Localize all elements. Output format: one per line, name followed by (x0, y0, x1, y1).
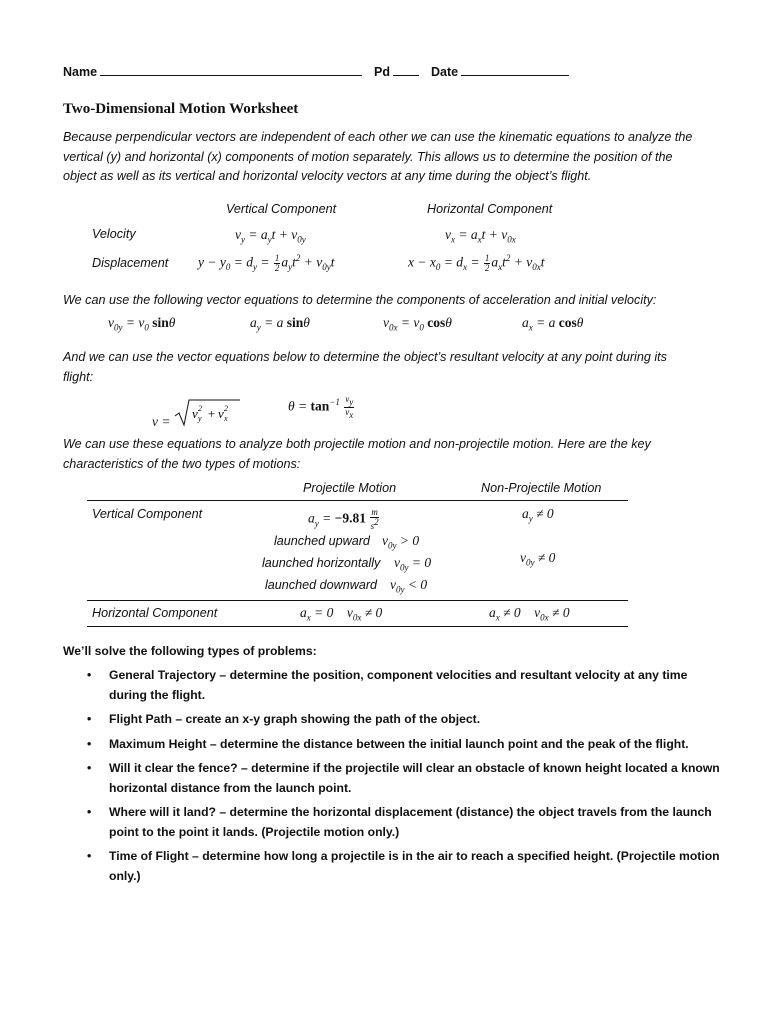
bullet-icon: • (87, 761, 92, 775)
launched-upward-label: launched upward (274, 534, 370, 548)
name-label: Name (63, 65, 98, 79)
period-label: Pd (374, 65, 390, 79)
list-item (87, 759, 727, 798)
displacement-row-label: Displacement (92, 256, 169, 270)
vertical-acceleration-equation: $a_y = a$ sinθ (250, 315, 310, 333)
horizontal-velocity-equation: $v_x = a_xt + v_{0x}$ (445, 227, 516, 245)
components-line: We can use the following vector equations to determine the components of acceleration and initial velocity: (63, 293, 657, 307)
square-root-symbol (174, 398, 240, 428)
list-item-line: Maximum Height – determine the distance between the initial launch point and the peak of the flight. (109, 736, 689, 751)
table-horizontal-component-label: Horizontal Component (92, 606, 218, 620)
initial-horizontal-velocity-equation: $v_{0x} = v_0$ cosθ (383, 315, 452, 333)
page-title: Two-Dimensional Motion Worksheet (63, 101, 299, 117)
date-label: Date (431, 65, 459, 79)
launched-horizontally-label: launched horizontally (262, 556, 381, 570)
horizontal-component-heading: Horizontal Component (427, 202, 553, 216)
projectile-horizontal-conditions: $a_x = 0$ $v_{0x} \ne 0$ (300, 605, 383, 623)
gravity-value: −9.81 (334, 510, 366, 526)
initial-vertical-velocity-equation: $v_{0y} = v_0$ sinθ (108, 315, 176, 333)
list-item (87, 666, 727, 705)
list-item (87, 710, 727, 730)
svg-text:x: x (223, 414, 228, 423)
vertical-displacement-equation: $y - y_0 = d_y$ = $\frac{1}{2}$ $a_yt^2 + v_{0y}t$ (198, 252, 335, 273)
resultant-line: And we can use the vector equations below to determine the object’s resultant velocity at any point during its (63, 350, 667, 364)
motion-types-line: We can use these equations to analyze both projectile motion and non-projectile motion. Here are the key (63, 437, 651, 451)
velocity-row-label: Velocity (92, 227, 136, 241)
problems-intro: We’ll solve the following types of problems: (63, 644, 317, 658)
resultant-angle-equation: $\theta = \tan^{-1}$ $\frac{v_y}{v_x}$ (288, 394, 354, 420)
list-item-line: General Trajectory – determine the position, component velocities and resultant velocity at any time (109, 668, 688, 682)
table-vertical-component-label: Vertical Component (92, 507, 203, 521)
list-item-line: Flight Path – create an x-y graph showing the path of the object. (109, 712, 481, 726)
non-projectile-motion-heading: Non-Projectile Motion (481, 481, 602, 495)
list-item-line: Will it clear the fence? – determine if the projectile will clear an obstacle of known height located a known (109, 761, 720, 775)
period-field (374, 64, 419, 79)
list-item-line: Where will it land? – determine the horizontal displacement (distance) the object travels from the launch (109, 805, 712, 819)
vertical-velocity-equation: $v_y = a_yt + v_{0y}$ (235, 227, 306, 245)
horizontal-displacement-equation: $x - x_0 = d_x$ = $\frac{1}{2}$ $a_xt^2 + v_{0x}t$ (408, 252, 545, 273)
date-field (431, 64, 569, 79)
projectile-motion-heading: Projectile Motion (303, 481, 397, 495)
bullet-icon: • (87, 736, 92, 751)
intro-line: object as well as its vertical and horizontal velocity vectors at any time during the object’s flight. (63, 169, 592, 183)
problem-types-list (87, 666, 727, 891)
resultant-paragraph (63, 348, 713, 387)
list-item-line: point to the point it lands. (Projectile motion only.) (109, 824, 400, 839)
intro-line: vertical (y) and horizontal (x) components of motion separately. This allows us to determine the position of the (63, 149, 673, 164)
bullet-icon: • (87, 849, 92, 863)
non-projectile-initial-vertical-velocity: $v_{0y} \ne 0$ (520, 550, 556, 568)
table-top-rule (87, 500, 628, 501)
launched-downward-condition: $v_{0y} < 0$ (390, 577, 428, 595)
svg-text:2: 2 (197, 404, 202, 413)
resultant-line: flight: (63, 369, 94, 384)
projectile-gravity-equation: $a_y = -9.81$ $\frac{m}{s^2}$ (308, 507, 379, 531)
svg-text:v: v (191, 406, 198, 421)
motion-types-paragraph (63, 435, 713, 474)
date-blank[interactable] (461, 64, 569, 76)
launched-horizontally-condition: $v_{0y} = 0$ (394, 555, 432, 573)
svg-text:y: y (197, 414, 202, 423)
list-item-line: during the flight. (109, 687, 206, 702)
launched-downward-label: launched downward (265, 578, 378, 592)
table-middle-rule (87, 600, 628, 601)
intro-paragraph (63, 128, 713, 187)
list-item-line: Time of Flight – determine how long a projectile is in the air to reach a specified height. (Projectile motion (109, 849, 720, 863)
table-bottom-rule (87, 626, 628, 627)
list-item (87, 847, 727, 886)
non-projectile-vertical-accel: $a_y \ne 0$ (522, 506, 554, 524)
list-item (87, 803, 727, 842)
period-blank[interactable] (393, 64, 419, 76)
non-projectile-horizontal-conditions: $a_x \ne 0$ $v_{0x} \ne 0$ (489, 605, 570, 623)
name-field (63, 64, 362, 79)
bullet-icon: • (87, 805, 92, 819)
svg-text:2: 2 (223, 404, 228, 413)
launched-upward-condition: $v_{0y} > 0$ (382, 533, 420, 551)
list-item (87, 735, 727, 755)
intro-line: Because perpendicular vectors are independent of each other we can use the kinematic equations to analyze the (63, 130, 693, 144)
list-item-line: only.) (109, 868, 141, 883)
list-item-line: horizontal distance from the launch point. (109, 780, 352, 795)
svg-text:+: + (206, 406, 216, 421)
motion-types-line: characteristics of the two types of motions: (63, 456, 301, 471)
resultant-velocity-equation: v = v y 2 + v x 2 (152, 390, 240, 420)
bullet-icon: • (87, 712, 92, 726)
name-blank[interactable] (100, 64, 362, 76)
horizontal-acceleration-equation: $a_x = a$ cosθ (522, 315, 584, 333)
components-paragraph (63, 291, 713, 311)
bullet-icon: • (87, 668, 92, 682)
svg-text:v: v (217, 406, 224, 421)
vertical-component-heading: Vertical Component (226, 202, 337, 216)
